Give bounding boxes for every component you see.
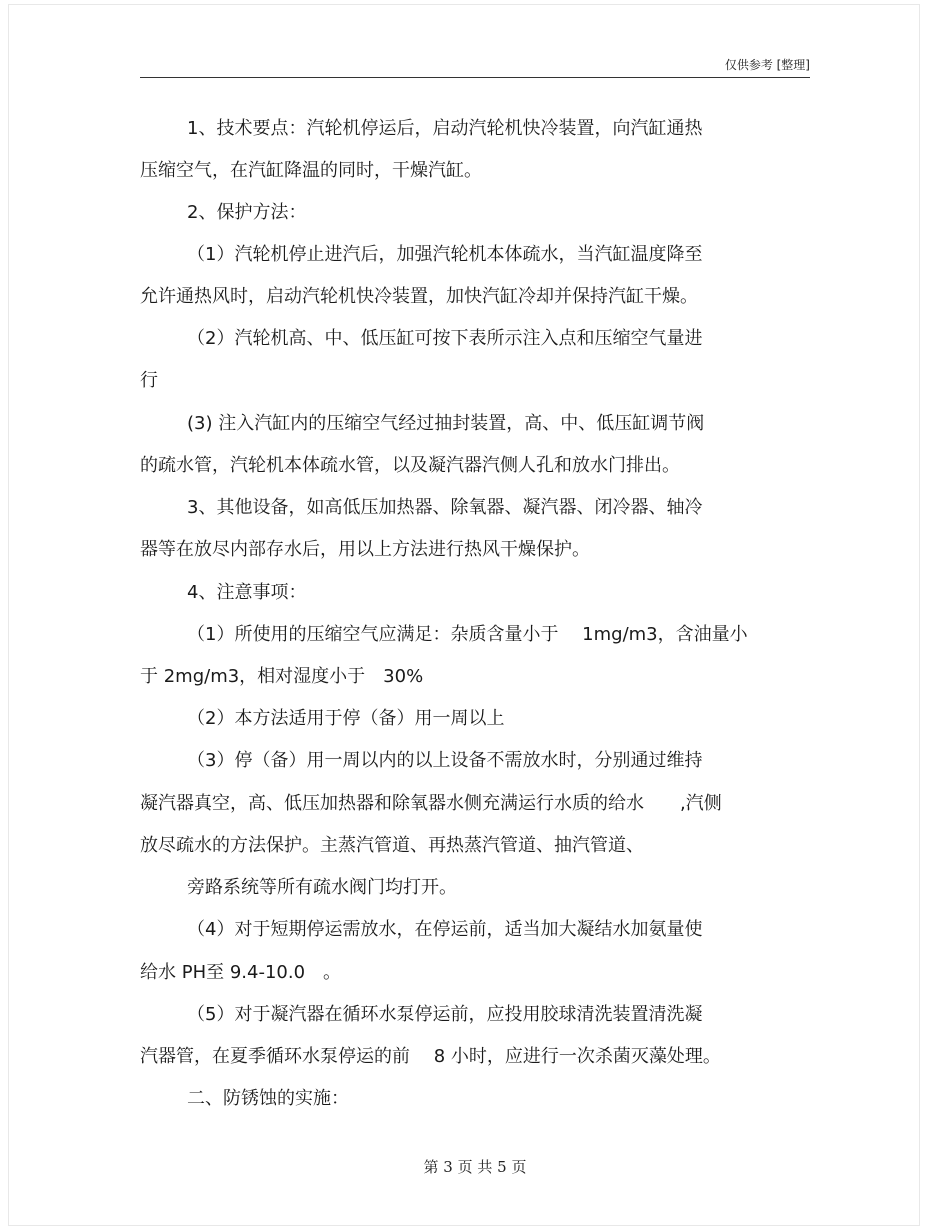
body-line: （2）汽轮机高、中、低压缸可按下表所示注入点和压缩空气量进: [187, 328, 703, 349]
body-line: 汽器管，在夏季循环水泵停运的前 8 小时，应进行一次杀菌灭藻处理。: [140, 1046, 721, 1067]
body-line: 二、防锈蚀的实施：: [187, 1088, 349, 1109]
body-line: （4）对于短期停运需放水，在停运前，适当加大凝结水加氨量使: [187, 919, 703, 940]
body-line: 给水 PH至 9.4-10.0 。: [140, 962, 342, 983]
body-line: （1）汽轮机停止进汽后，加强汽轮机本体疏水，当汽缸温度降至: [187, 244, 703, 265]
page-header: 仅供参考 [整理]: [724, 58, 810, 72]
body-line: （2）本方法适用于停（备）用一周以上: [187, 708, 505, 729]
body-line: 的疏水管，汽轮机本体疏水管，以及凝汽器汽侧人孔和放水门排出。: [140, 455, 680, 476]
body-line: 4、注意事项：: [187, 582, 307, 603]
body-line: 2、保护方法：: [187, 202, 307, 223]
body-line: 于 2mg/m3，相对湿度小于 30%: [140, 666, 424, 687]
header-divider: [140, 77, 810, 78]
body-line: 行: [140, 370, 158, 391]
body-line: (3) 注入汽缸内的压缩空气经过抽封装置，高、中、低压缸调节阀: [187, 413, 705, 434]
body-line: （1）所使用的压缩空气应满足：杂质含量小于 1mg/m3，含油量小: [187, 624, 748, 645]
body-line: 允许通热风时，启动汽轮机快冷装置，加快汽缸冷却并保持汽缸干燥。: [140, 286, 698, 307]
body-line: （3）停（备）用一周以内的以上设备不需放水时，分别通过维持: [187, 750, 703, 771]
body-line: （5）对于凝汽器在循环水泵停运前，应投用胶球清洗装置清洗凝: [187, 1004, 703, 1025]
body-line: 凝汽器真空，高、低压加热器和除氧器水侧充满运行水质的给水 ,汽侧: [140, 793, 722, 814]
page-footer: 第 3 页 共 5 页: [423, 1158, 527, 1176]
body-line: 器等在放尽内部存水后，用以上方法进行热风干燥保护。: [140, 539, 590, 560]
body-line: 1、技术要点：汽轮机停运后，启动汽轮机快冷装置，向汽缸通热: [187, 118, 703, 139]
body-line: 压缩空气，在汽缸降温的同时，干燥汽缸。: [140, 160, 482, 181]
body-line: 3、其他设备，如高低压加热器、除氧器、凝汽器、闭冷器、轴冷: [187, 497, 703, 518]
body-line: 放尽疏水的方法保护。主蒸汽管道、再热蒸汽管道、抽汽管道、: [140, 835, 644, 856]
body-line: 旁路系统等所有疏水阀门均打开。: [187, 877, 457, 898]
document-page: [8, 4, 920, 1226]
